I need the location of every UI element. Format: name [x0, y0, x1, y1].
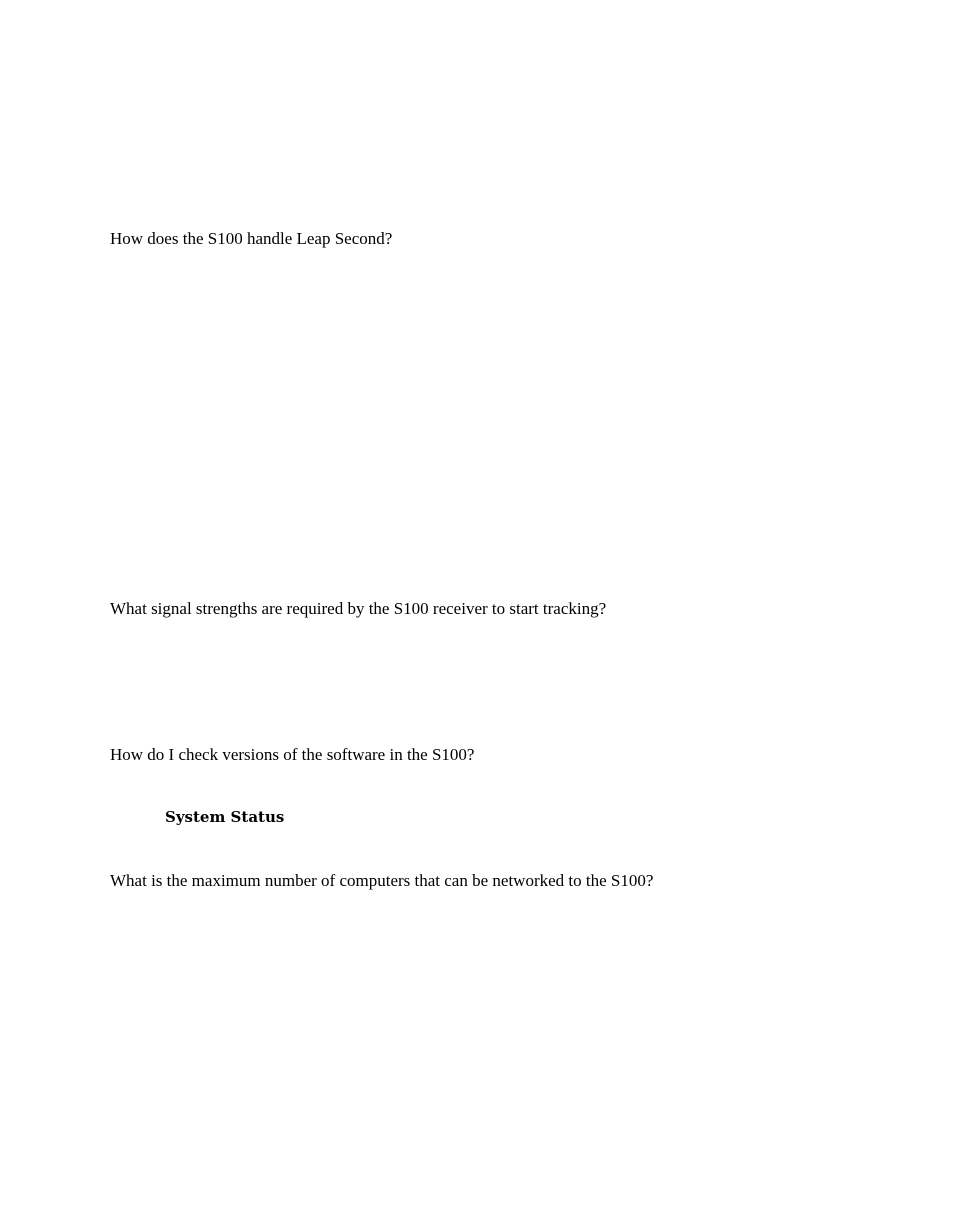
faq-question-leap-second: How does the S100 handle Leap Second? [110, 229, 393, 248]
faq-question-max-computers: What is the maximum number of computers that can be networked to the S100? [110, 871, 654, 890]
faq-question-software-versions: How do I check versions of the software in the S100? [110, 745, 475, 764]
faq-question-signal-strengths: What signal strengths are required by the S100 receiver to start tracking? [110, 599, 607, 618]
subheading-system-status: System Status [165, 808, 285, 826]
